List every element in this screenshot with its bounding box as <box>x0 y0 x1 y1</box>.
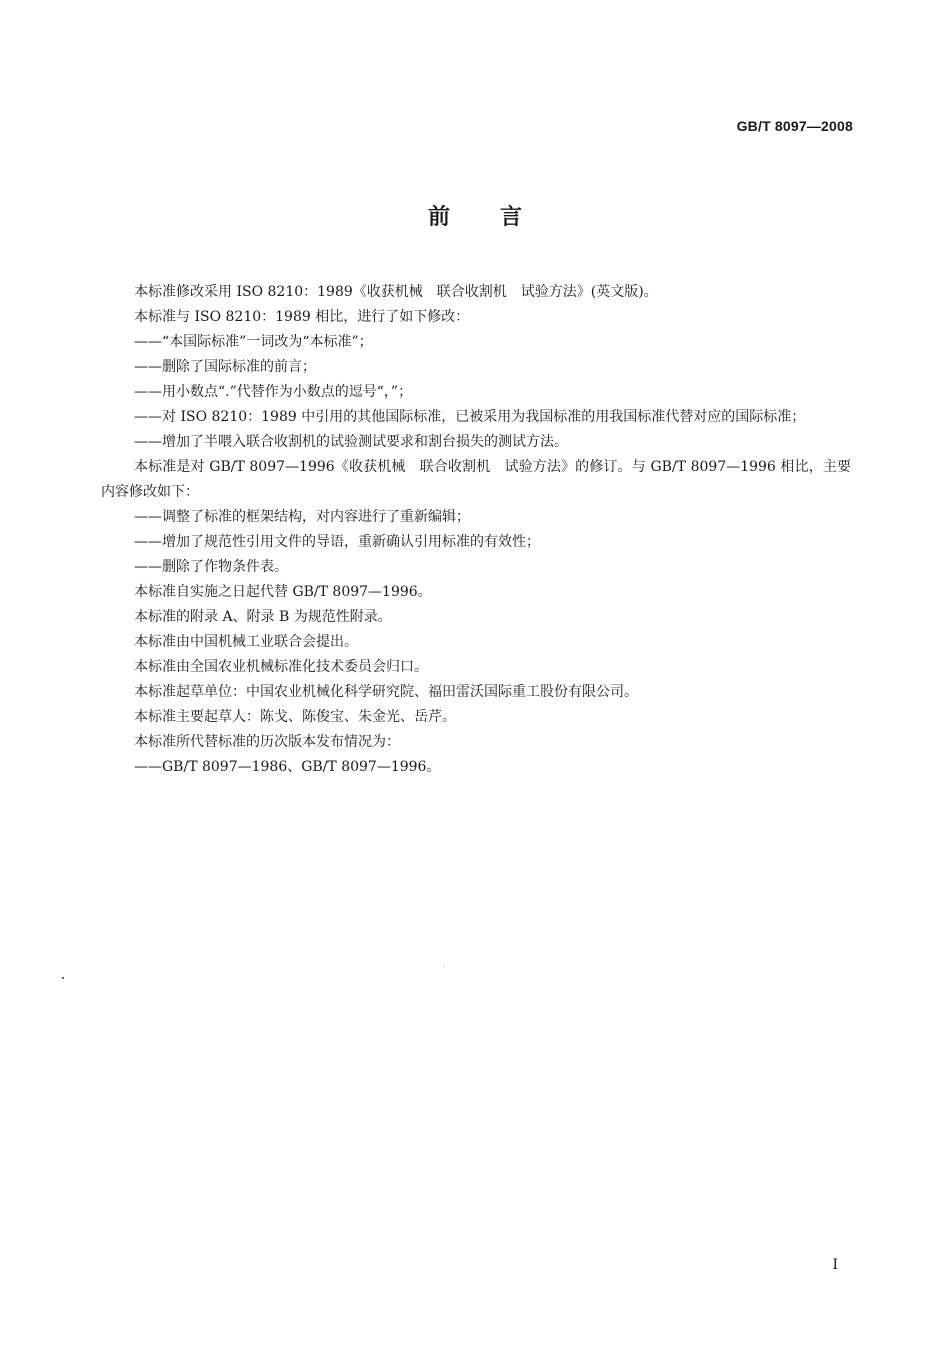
body-text <box>101 280 851 780</box>
list-item: ——GB/T 8097—1986、GB/T 8097—1996。 <box>134 759 441 775</box>
list-item: ——对 ISO 8210：1989 中引用的其他国际标准，已被采用为我国标准的用我国标准代替对应的国际标准； <box>134 409 806 425</box>
scan-speck <box>62 977 64 979</box>
paragraph: 本标准主要起草人：陈戈、陈俊宝、朱金光、岳芹。 <box>134 709 456 725</box>
page-number: I <box>832 1257 838 1273</box>
paragraph: 本标准起草单位：中国农业机械化科学研究院、福田雷沃国际重工股份有限公司。 <box>134 684 638 700</box>
list-item: ——用小数点“.”代替作为小数点的逗号“，”； <box>134 384 413 400</box>
paragraph: 本标准的附录 A、附录 B 为规范性附录。 <box>134 609 392 625</box>
scan-speck <box>444 966 445 967</box>
paragraph: 本标准与 ISO 8210：1989 相比，进行了如下修改： <box>134 309 470 325</box>
list-item: ——删除了作物条件表。 <box>134 559 288 575</box>
standard-code: GB/T 8097—2008 <box>736 118 853 134</box>
list-item: ——“本国际标准”一词改为“本标准”； <box>134 334 373 350</box>
page-title: 前言 <box>427 205 572 230</box>
list-item: ——增加了半喂入联合收割机的试验测试要求和割台损失的测试方法。 <box>134 434 568 450</box>
list-item: ——增加了规范性引用文件的导语，重新确认引用标准的有效性； <box>134 534 540 550</box>
paragraph: 本标准自实施之日起代替 GB/T 8097—1996。 <box>134 584 432 600</box>
paragraph: 本标准修改采用 ISO 8210：1989《收获机械 联合收割机 试验方法》(英文版)。 <box>134 284 658 300</box>
paragraph: 本标准所代替标准的历次版本发布情况为： <box>134 734 400 750</box>
paragraph: 本标准是对 GB/T 8097—1996《收获机械 联合收割机 试验方法》的修订。与 GB/T 8097—1996 相比，主要内容修改如下： <box>101 459 851 500</box>
list-item: ——调整了标准的框架结构，对内容进行了重新编辑； <box>134 509 470 525</box>
list-item: ——删除了国际标准的前言； <box>134 359 316 375</box>
paragraph: 本标准由全国农业机械标准化技术委员会归口。 <box>134 659 428 675</box>
paragraph: 本标准由中国机械工业联合会提出。 <box>134 634 358 650</box>
